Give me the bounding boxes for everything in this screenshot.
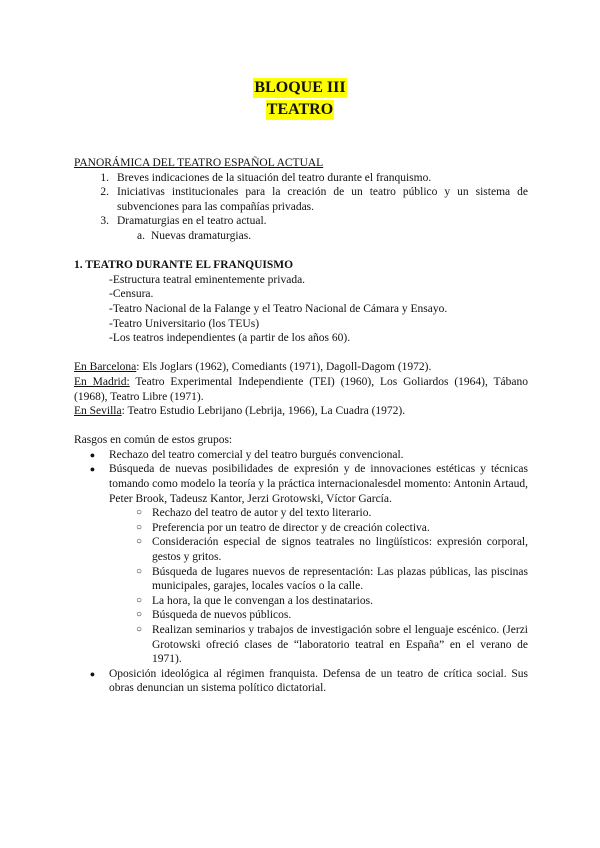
title-bloque: BLOQUE III (254, 79, 346, 96)
dash-item: -Los teatros independientes (a partir de los años 60). (109, 332, 351, 345)
bullet-icon: ● (89, 464, 96, 475)
sub-bullet-item: ○ La hora, la que le convengan a los destinatarios. (74, 594, 528, 609)
sub-bullet-item: ○ Búsqueda de nuevos públicos. (74, 608, 528, 623)
section-heading: 1. TEATRO DURANTE EL FRANQUISMO (74, 259, 294, 272)
bullet-icon: ● (89, 668, 96, 679)
bullet-icon: ● (89, 449, 96, 460)
sub-bullet-item: ○ Consideración especial de signos teatrales no lingüísticos: expresión corporal, gestos y gritos. (74, 535, 528, 564)
common-traits-intro: Rasgos en común de estos grupos: (74, 434, 233, 447)
sub-bullet-item: ○ Realizan seminarios y trabajos de investigación sobre el lenguaje escénico. (Jerzi Grotowski ofreció clases de “laboratorio teatral en España” en el verano de 1971). (74, 623, 528, 667)
dash-item: -Estructura teatral eminentemente privada. (109, 273, 306, 286)
toc-item: 2. Iniciativas institucionales para la creación de un teatro público y un sistema de subvenciones para las compañías privadas. (100, 186, 528, 213)
city-madrid: En Madrid: Teatro Experimental Independiente (TEI) (1960), Los Goliardos (1964), Tábano (1968), Teatro Libre (1971). (74, 375, 528, 403)
toc-subitem: a. Nuevas dramaturgias. (137, 229, 252, 242)
bullet-item: ● Oposición ideológica al régimen franquista. Defensa de un teatro de crítica social. Sus obras denuncian un sistema político dictatorial. (74, 667, 528, 696)
circle-bullet-icon: ○ (135, 536, 143, 548)
toc-item: 3. Dramaturgias en el teatro actual. (100, 215, 267, 228)
circle-bullet-icon: ○ (135, 521, 143, 533)
circle-bullet-icon: ○ (135, 565, 143, 577)
dash-item: -Teatro Universitario (los TEUs) (109, 317, 260, 330)
title-teatro: TEATRO (266, 101, 334, 118)
circle-bullet-icon: ○ (135, 594, 143, 606)
toc-heading: PANORÁMICA DEL TEATRO ESPAÑOL ACTUAL (74, 157, 324, 169)
sub-bullet-item: ○ Rechazo del teatro de autor y del texto literario. (74, 506, 528, 521)
title-block (0, 78, 600, 120)
dash-item: -Censura. (109, 288, 154, 301)
dash-item: -Teatro Nacional de la Falange y el Teatro Nacional de Cámara y Ensayo. (109, 302, 448, 315)
city-sevilla: En Sevilla: Teatro Estudio Lebrijano (Lebrija, 1966), La Cuadra (1972). (74, 405, 406, 418)
circle-bullet-icon: ○ (135, 624, 143, 635)
city-barcelona: En Barcelona: Els Joglars (1962), Comediants (1971), Dagoll-Dagom (1972). (74, 361, 432, 374)
toc-item: 1. Breves indicaciones de la situación del teatro durante el franquismo. (100, 171, 432, 184)
sub-bullet-item: ○ Preferencia por un teatro de director y de creación colectiva. (74, 521, 528, 536)
circle-bullet-icon: ○ (135, 609, 143, 621)
sub-bullet-item: ○ Búsqueda de lugares nuevos de representación: Las plazas públicas, las piscinas municipales, garajes, locales vacíos o la calle. (74, 565, 528, 594)
document-body (74, 156, 528, 696)
bullet-item: ● Búsqueda de nuevas posibilidades de expresión y de innovaciones estéticas y técnicas tomando como modelo la teoría y la práctica internacionalesdel momento: Antonin Artaud, Peter Brook, Tadeusz Kantor, Jerzi Grotowski, Víctor García. (74, 462, 528, 506)
bullet-item: ● Rechazo del teatro comercial y del teatro burgués convencional. (74, 448, 528, 463)
circle-bullet-icon: ○ (135, 507, 143, 519)
